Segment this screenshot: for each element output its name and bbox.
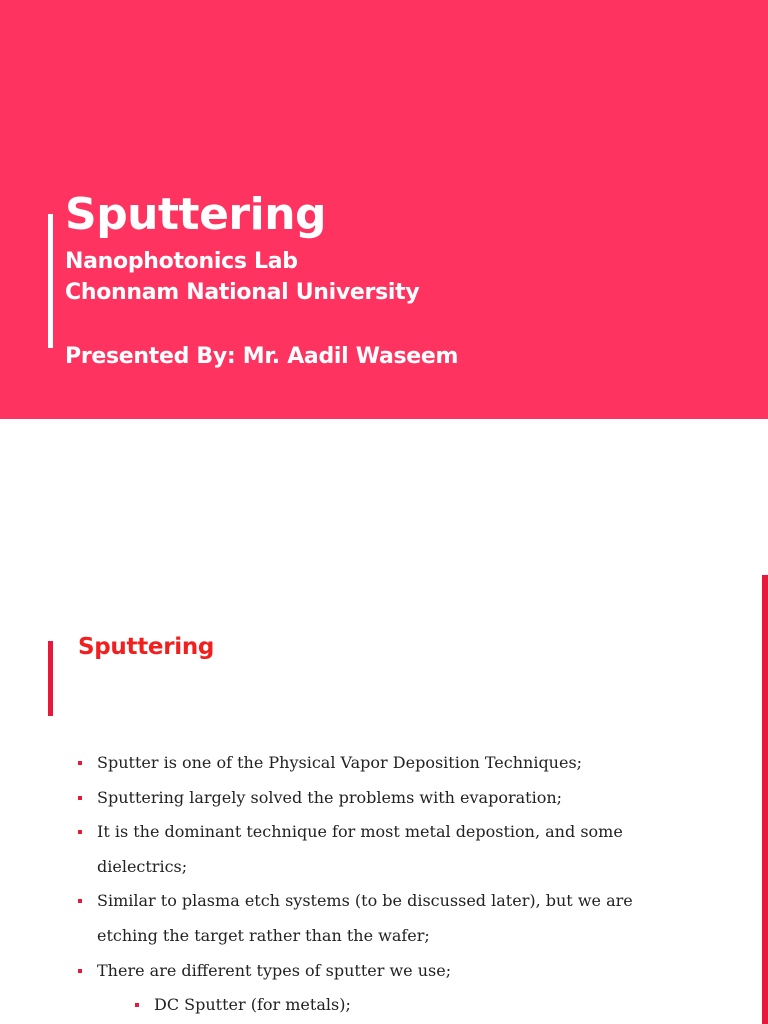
square-bullet-icon bbox=[78, 830, 82, 834]
lab-name: Nanophotonics Lab bbox=[65, 249, 298, 274]
bullet-item bbox=[78, 746, 658, 781]
bullet-text: Sputtering largely solved the problems with evaporation; bbox=[97, 787, 563, 807]
title-slide bbox=[0, 0, 768, 419]
square-bullet-icon bbox=[135, 1003, 139, 1007]
slide-edge-bar bbox=[762, 575, 768, 1024]
title-accent-bar bbox=[48, 214, 53, 348]
bullet-text: DC Sputter (for metals); bbox=[154, 995, 351, 1015]
bullet-item bbox=[78, 884, 658, 953]
bullet-item bbox=[78, 815, 658, 884]
square-bullet-icon bbox=[78, 969, 82, 973]
content-heading: Sputtering bbox=[78, 634, 215, 660]
square-bullet-icon bbox=[78, 761, 82, 765]
square-bullet-icon bbox=[78, 796, 82, 800]
sub-bullet-item bbox=[135, 988, 658, 1023]
university-name: Chonnam National University bbox=[65, 280, 420, 305]
bullet-text: Similar to plasma etch systems (to be discussed later), but we are etching the target rather than the wafer; bbox=[97, 891, 633, 945]
bullet-text: Sputter is one of the Physical Vapor Deposition Techniques; bbox=[97, 753, 583, 772]
bullet-item bbox=[78, 954, 658, 989]
presenter-line: Presented By: Mr. Aadil Waseem bbox=[65, 344, 459, 369]
bullet-list bbox=[78, 746, 658, 1023]
bullet-text: There are different types of sputter we use; bbox=[97, 960, 452, 980]
heading-accent-bar bbox=[48, 641, 53, 716]
slide-title: Sputtering bbox=[65, 189, 327, 240]
bullet-item bbox=[78, 781, 658, 816]
bullet-text: It is the dominant technique for most metal depostion, and some dielectrics; bbox=[97, 822, 623, 876]
square-bullet-icon bbox=[78, 899, 82, 903]
